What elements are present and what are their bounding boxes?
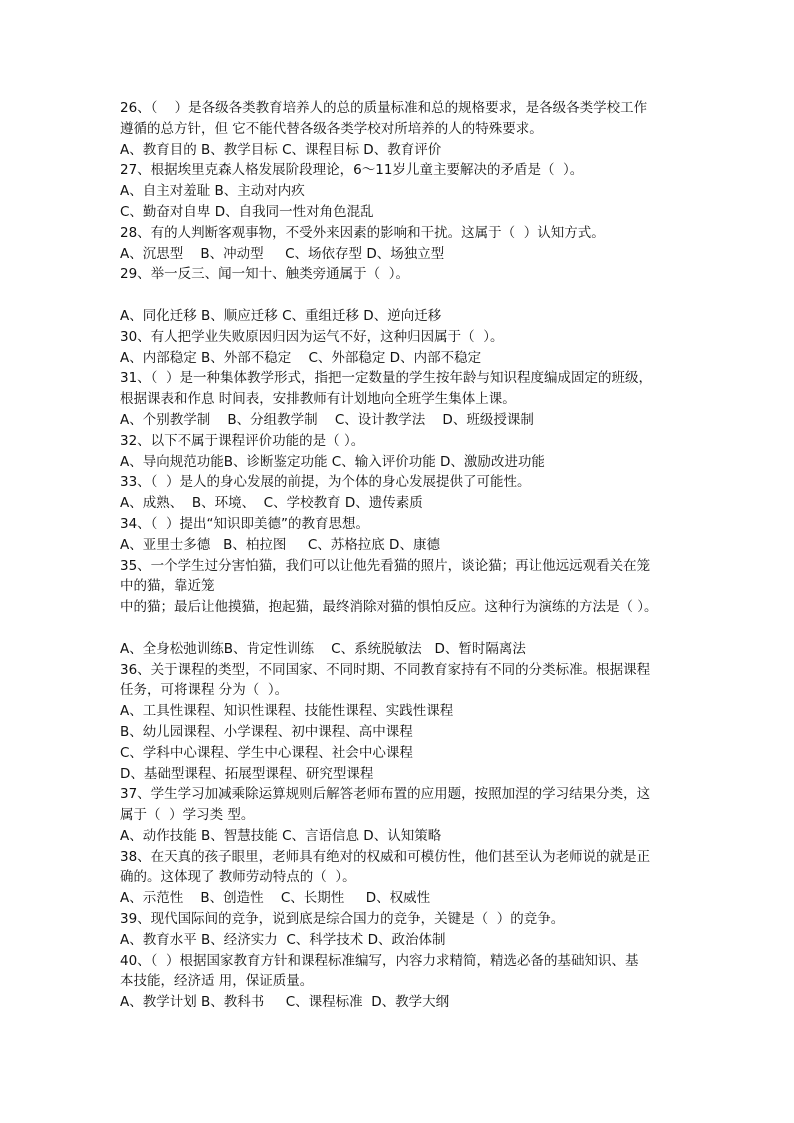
text-line: A、工具性课程、知识性课程、技能性课程、实践性课程 [120,703,454,720]
text-line: 38、在天真的孩子眼里，老师具有绝对的权威和可模仿性，他们甚至认为老师说的就是正 [120,848,651,865]
text-line: A、内部稳定 B、外部不稳定 C、外部稳定 D、内部不稳定 [120,349,482,366]
text-line: A、示范性 B、创造性 C、长期性 D、权威性 [120,890,431,907]
text-line: A、个别教学制 B、分组教学制 C、设计教学法 D、班级授课制 [120,411,534,428]
text-line: 27、根据埃里克森人格发展阶段理论，6～11岁儿童主要解决的矛盾是（ ）。 [120,162,584,179]
text-line: 35、一个学生过分害怕猫，我们可以让他先看猫的照片，谈论猫；再让他远远观看关在笼 [120,557,651,574]
text-line: A、导向规范功能B、诊断鉴定功能 C、输入评价功能 D、激励改进功能 [120,453,545,470]
text-line: 中的猫；最后让他摸猫，抱起猫，最终消除对猫的惧怕反应。这种行为演练的方法是（ ）。 [120,599,658,616]
blank-line [120,618,690,639]
text-line: C、勤奋对自卑 D、自我同一性对角色混乱 [120,203,374,220]
text-line: A、教育水平 B、经济实力 C、科学技术 D、政治体制 [120,931,446,948]
text-line: 29、举一反三、闻一知十、触类旁通属于（ ）。 [120,266,410,283]
question-list [120,98,690,1013]
text-line: 28、有的人判断客观事物，不受外来因素的影响和干扰。这属于（ ）认知方式。 [120,224,605,241]
text-line: 37、学生学习加减乘除运算规则后解答老师布置的应用题，按照加涅的学习结果分类，这 [120,786,651,803]
text-line: A、教育目的 B、教学目标 C、课程目标 D、教育评价 [120,141,442,158]
text-line: 任务，可将课程 分为（ ）。 [120,682,289,699]
text-line: 34、（ ）提出“知识即美德”的教育思想。 [120,515,369,532]
text-line: 33、（ ）是人的身心发展的前提，为个体的身心发展提供了可能性。 [120,474,531,491]
text-line: 本技能，经济适 用，保证质量。 [120,973,314,990]
text-line: A、动作技能 B、智慧技能 C、言语信息 D、认知策略 [120,827,442,844]
text-line: 26、（ ）是各级各类教育培养人的总的质量标准和总的规格要求，是各级各类学校工作 [120,100,648,116]
text-line: A、亚里士多德 B、柏拉图 C、苏格拉底 D、康德 [120,536,440,553]
text-line: A、全身松弛训练B、肯定性训练 C、系统脱敏法 D、暂时隔离法 [120,640,526,657]
blank-line [120,285,690,306]
text-line: 确的。这体现了 教师劳动特点的（ ）。 [120,869,356,886]
text-line: 36、关于课程的类型，不同国家、不同时期、不同教育家持有不同的分类标准。根据课程 [120,661,651,678]
text-line: A、成熟、 B、环境、 C、学校教育 D、遗传素质 [120,495,423,512]
text-line: B、幼儿园课程、小学课程、初中课程、高中课程 [120,723,413,740]
text-line: 遵循的总方针，但 它不能代替各级各类学校对所培养的人的特殊要求。 [120,120,543,137]
text-line: 中的猫，靠近笼 [120,578,215,595]
text-line: 30、有人把学业失败原因归因为运气不好，这种归因属于（ ）。 [120,328,504,345]
text-line: 属于（ ）学习类 型。 [120,807,255,824]
text-line: 根据课表和作息 时间表，安排教师有计划地向全班学生集体上课。 [120,391,516,408]
text-line: D、基础型课程、拓展型课程、研究型课程 [120,765,374,782]
text-line: A、教学计划 B、教科书 C、课程标准 D、教学大纲 [120,994,450,1011]
text-line: C、学科中心课程、学生中心课程、社会中心课程 [120,744,413,761]
text-line: A、自主对羞耻 B、主动对内疚 [120,183,305,200]
text-line: A、沉思型 B、冲动型 C、场依存型 D、场独立型 [120,245,445,262]
text-line: 40、（ ）根据国家教育方针和课程标准编写，内容力求精简，精选必备的基础知识、基 [120,952,639,969]
text-line: 31、（ ）是一种集体教学形式，指把一定数量的学生按年龄与知识程度编成固定的班级， [120,370,653,387]
text-line: 39、现代国际间的竞争，说到底是综合国力的竞争，关键是（ ）的竞争。 [120,911,565,928]
text-line: 32、以下不属于课程评价功能的是（ ）。 [120,432,365,449]
text-line: A、同化迁移 B、顺应迁移 C、重组迁移 D、逆向迁移 [120,307,442,324]
